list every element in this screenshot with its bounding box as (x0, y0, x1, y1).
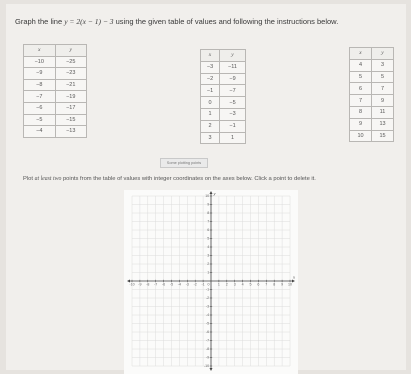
y-tick-label: 10 (205, 194, 210, 199)
x-axis-label: x (293, 274, 295, 280)
cell-y: −21 (55, 79, 87, 91)
y-tick-label: -2 (205, 296, 210, 301)
y-tick-label: 4 (207, 245, 210, 250)
instruction-text (15, 17, 338, 26)
y-tick-label: 7 (207, 219, 210, 224)
table-row (201, 108, 246, 120)
worksheet-page (6, 4, 406, 370)
x-tick-label: -1 (201, 282, 205, 287)
y-tick-label: -3 (205, 304, 210, 309)
plot-instruction-suffix: points from the table of values with integer coordinates on the axes below. Click a point to delete it. (61, 176, 316, 182)
y-tick-label: 3 (207, 253, 210, 258)
table-row (201, 85, 246, 97)
cell-x: 7 (350, 95, 372, 107)
cell-x: 6 (350, 83, 372, 95)
cell-y: 9 (372, 95, 394, 107)
cell-x: 8 (350, 106, 372, 118)
table-row (24, 56, 87, 68)
y-tick-label: 6 (207, 228, 210, 233)
cell-y: 5 (372, 71, 394, 83)
table-row (24, 91, 87, 103)
table-row (24, 68, 87, 80)
values-table-3 (349, 47, 394, 142)
x-tick-label: 4 (241, 282, 244, 287)
x-tick-label: 6 (257, 282, 260, 287)
instruction-prefix: Graph the line (15, 17, 65, 26)
cell-y: 15 (372, 130, 394, 142)
y-tick-label: 9 (207, 202, 210, 207)
x-tick-label: 2 (225, 282, 228, 287)
y-tick-label: -10 (203, 364, 210, 369)
table-row (350, 130, 394, 142)
cell-x: −2 (201, 73, 220, 85)
cell-x: −4 (24, 126, 56, 138)
table-row (201, 61, 246, 73)
y-tick-label: 8 (207, 211, 210, 216)
cell-y: −17 (55, 102, 87, 114)
instruction-suffix: using the given table of values and following the instructions below. (113, 17, 339, 26)
cell-y: −5 (220, 97, 246, 109)
cell-y: 13 (372, 118, 394, 130)
y-tick-label: 2 (207, 262, 210, 267)
cell-y: −23 (55, 68, 87, 80)
table-row (350, 59, 394, 71)
cell-y: 3 (372, 59, 394, 71)
x-tick-label: -2 (193, 282, 197, 287)
table-row (201, 97, 246, 109)
table-row (350, 95, 394, 107)
cell-y: 1 (220, 132, 246, 144)
cell-x: 0 (201, 97, 220, 109)
x-tick-label: 8 (273, 282, 276, 287)
cell-y: −3 (220, 108, 246, 120)
cell-x: −3 (201, 61, 220, 73)
cell-y: −9 (220, 73, 246, 85)
values-table-2 (200, 49, 246, 144)
x-tick-label: -7 (154, 282, 158, 287)
cell-y: −19 (55, 91, 87, 103)
cell-x: 4 (350, 59, 372, 71)
y-tick-label: -8 (205, 347, 210, 352)
cell-x: 10 (350, 130, 372, 142)
cell-x: 3 (201, 132, 220, 144)
plot-instruction-emphasis: at least two (34, 176, 62, 182)
cell-y: 11 (372, 106, 394, 118)
plot-instruction-prefix: Plot (23, 176, 35, 182)
cell-x: −10 (24, 56, 56, 68)
column-header-y: y (372, 48, 394, 60)
table-row (201, 132, 246, 144)
column-header-x: x (350, 48, 372, 60)
x-tick-label: -10 (129, 282, 135, 287)
table-row (350, 71, 394, 83)
table-row (350, 83, 394, 95)
table-header-row (350, 48, 394, 60)
column-header-y: y (220, 50, 246, 62)
x-tick-label: -6 (161, 282, 166, 287)
column-header-y: y (55, 45, 87, 57)
plot-instruction (23, 176, 316, 182)
y-axis-arrow-up-icon (210, 191, 213, 194)
cell-x: −1 (201, 85, 220, 97)
x-tick-label: -4 (177, 282, 182, 287)
cell-x: 9 (350, 118, 372, 130)
x-tick-label: 7 (265, 282, 268, 287)
cell-x: −8 (24, 79, 56, 91)
x-tick-label: -9 (138, 282, 142, 287)
x-tick-label: 5 (249, 282, 252, 287)
y-tick-label: -4 (205, 313, 210, 318)
coordinate-plane[interactable] (124, 190, 298, 374)
x-tick-label: -5 (169, 282, 174, 287)
origin-label: 0 (207, 282, 210, 287)
cell-x: −6 (24, 102, 56, 114)
cell-y: −13 (55, 126, 87, 138)
y-tick-label: -1 (205, 287, 210, 292)
x-tick-label: 3 (233, 282, 236, 287)
axes (127, 191, 295, 371)
y-tick-label: -9 (205, 355, 210, 360)
values-table-1 (23, 44, 87, 138)
x-tick-label: 10 (288, 282, 292, 287)
cell-y: −7 (220, 85, 246, 97)
x-tick-label: -8 (146, 282, 150, 287)
table-row (24, 79, 87, 91)
graph-svg[interactable] (124, 190, 298, 374)
table-row (201, 73, 246, 85)
instruction-equation: y = 2(x − 1) − 3 (64, 17, 114, 26)
cell-x: 5 (350, 71, 372, 83)
table-header-row (24, 45, 87, 57)
x-tick-label: 1 (217, 282, 220, 287)
cell-x: 1 (201, 108, 220, 120)
cell-x: 2 (201, 120, 220, 132)
x-axis-arrow-right-icon (292, 280, 295, 283)
table-row (201, 120, 246, 132)
y-tick-label: 1 (207, 270, 210, 275)
cell-y: −15 (55, 114, 87, 126)
table-row (24, 114, 87, 126)
table-row (350, 106, 394, 118)
x-tick-label: 9 (281, 282, 284, 287)
y-tick-label: -6 (205, 330, 210, 335)
cell-x: −9 (24, 68, 56, 80)
cell-y: −25 (55, 56, 87, 68)
y-tick-label: 5 (207, 236, 210, 241)
table-row (350, 118, 394, 130)
table-row (24, 126, 87, 138)
y-tick-label: -7 (205, 338, 210, 343)
y-tick-label: -5 (205, 321, 210, 326)
cell-x: −7 (24, 91, 56, 103)
table-row (24, 102, 87, 114)
column-header-x: x (201, 50, 220, 62)
cell-y: −11 (220, 61, 246, 73)
cell-x: −5 (24, 114, 56, 126)
y-axis-label: y (213, 191, 216, 196)
x-tick-label: -3 (185, 282, 189, 287)
cell-y: 7 (372, 83, 394, 95)
column-header-x: x (24, 45, 56, 57)
cell-y: −1 (220, 120, 246, 132)
table-header-row (201, 50, 246, 62)
plotting-tips-button[interactable]: Some plotting points (160, 158, 208, 168)
